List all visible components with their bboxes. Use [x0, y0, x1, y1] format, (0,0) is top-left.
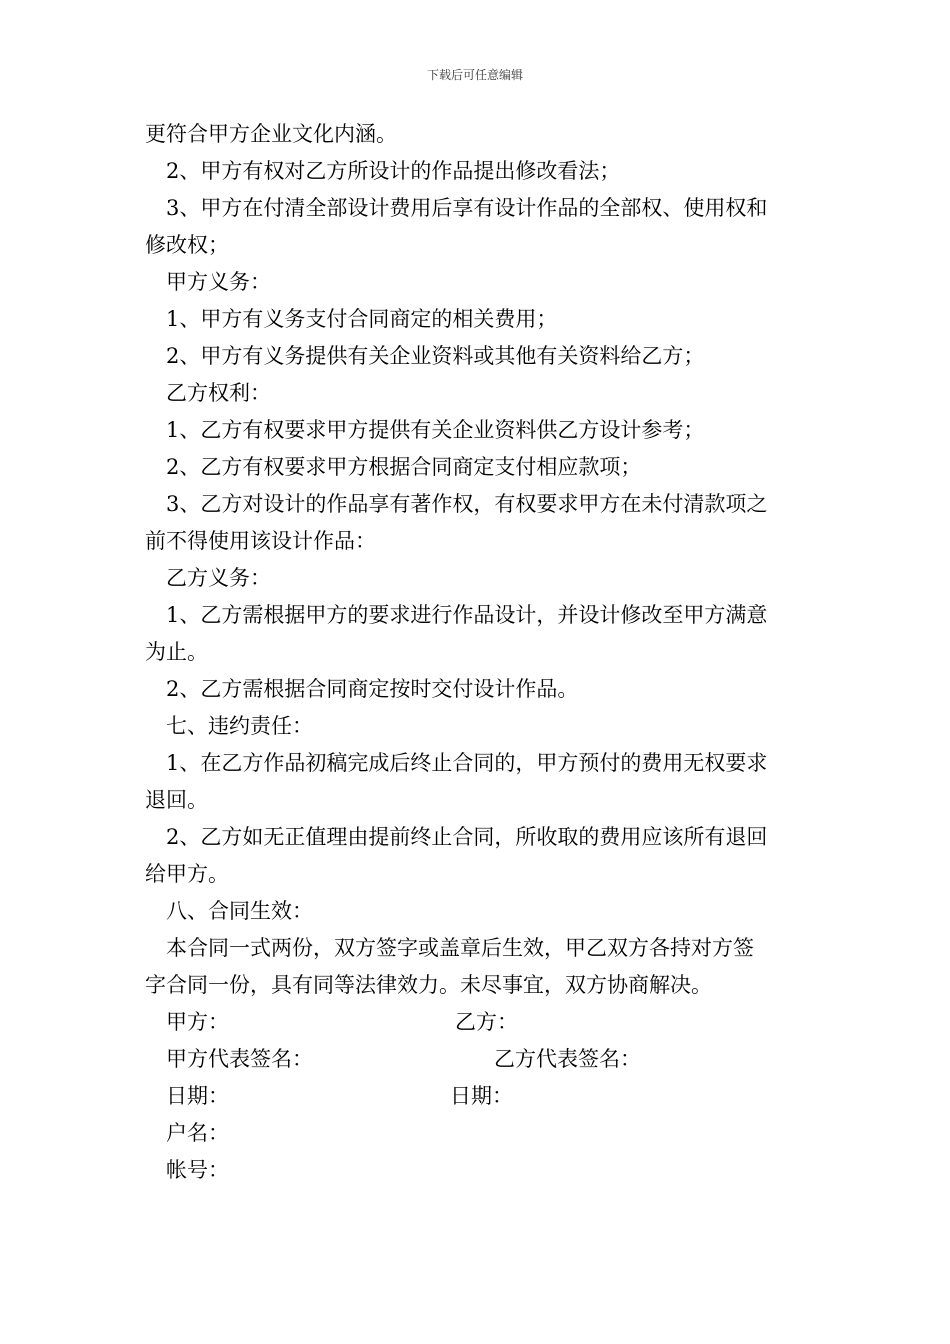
paragraph: 2、乙方需根据合同商定按时交付设计作品。 [166, 677, 579, 701]
party-b-label: 乙方： [455, 1010, 518, 1034]
account-number-label: 帐号： [166, 1158, 229, 1182]
paragraph: 1、乙方有权要求甲方提供有关企业资料供乙方设计参考； [166, 418, 705, 442]
paragraph: 2、甲方有义务提供有关企业资料或其他有关资料给乙方； [166, 344, 705, 368]
paragraph: 字合同一份，具有同等法律效力。未尽事宜，双方协商解决。 [145, 973, 712, 997]
paragraph: 1、在乙方作品初稿完成后终止合同的，甲方预付的费用无权要求 [166, 751, 768, 775]
section-heading: 甲方义务： [166, 270, 271, 294]
signature-row-date [145, 1078, 810, 1115]
paragraph: 2、乙方如无正值理由提前终止合同，所收取的费用应该所有退回 [166, 825, 768, 849]
paragraph: 1、甲方有义务支付合同商定的相关费用； [166, 307, 558, 331]
date-a-label: 日期： [166, 1084, 229, 1108]
signature-row-party [145, 1004, 810, 1041]
paragraph: 为止。 [145, 640, 208, 664]
document-body [145, 116, 810, 1189]
paragraph: 2、乙方有权要求甲方根据合同商定支付相应款项； [166, 455, 642, 479]
paragraph: 3、甲方在付清全部设计费用后享有设计作品的全部权、使用权和 [166, 196, 768, 220]
paragraph: 前不得使用该设计作品： [145, 529, 376, 553]
rep-b-label: 乙方代表签名： [494, 1047, 641, 1071]
paragraph: 3、乙方对设计的作品享有著作权，有权要求甲方在未付清款项之 [166, 492, 768, 516]
rep-a-label: 甲方代表签名： [166, 1047, 313, 1071]
signature-row-representative [145, 1041, 810, 1078]
paragraph: 给甲方。 [145, 862, 229, 886]
header-note: 下载后可任意编辑 [426, 68, 523, 82]
paragraph: 更符合甲方企业文化内涵。 [145, 122, 397, 146]
section-heading: 乙方义务： [166, 566, 271, 590]
account-number-row [145, 1152, 810, 1189]
section-heading: 七、违约责任： [166, 714, 313, 738]
paragraph: 1、乙方需根据甲方的要求进行作品设计，并设计修改至甲方满意 [166, 603, 768, 627]
paragraph: 退回。 [145, 788, 208, 812]
date-b-label: 日期： [450, 1084, 513, 1108]
account-name-row [145, 1115, 810, 1152]
party-a-label: 甲方： [166, 1010, 229, 1034]
section-heading: 乙方权利： [166, 381, 271, 405]
paragraph: 本合同一式两份，双方签字或盖章后生效，甲乙双方各持对方签 [166, 936, 754, 960]
section-heading: 八、合同生效： [166, 899, 313, 923]
paragraph: 2、甲方有权对乙方所设计的作品提出修改看法； [166, 159, 621, 183]
paragraph: 修改权； [145, 233, 229, 257]
account-name-label: 户名： [166, 1121, 229, 1145]
